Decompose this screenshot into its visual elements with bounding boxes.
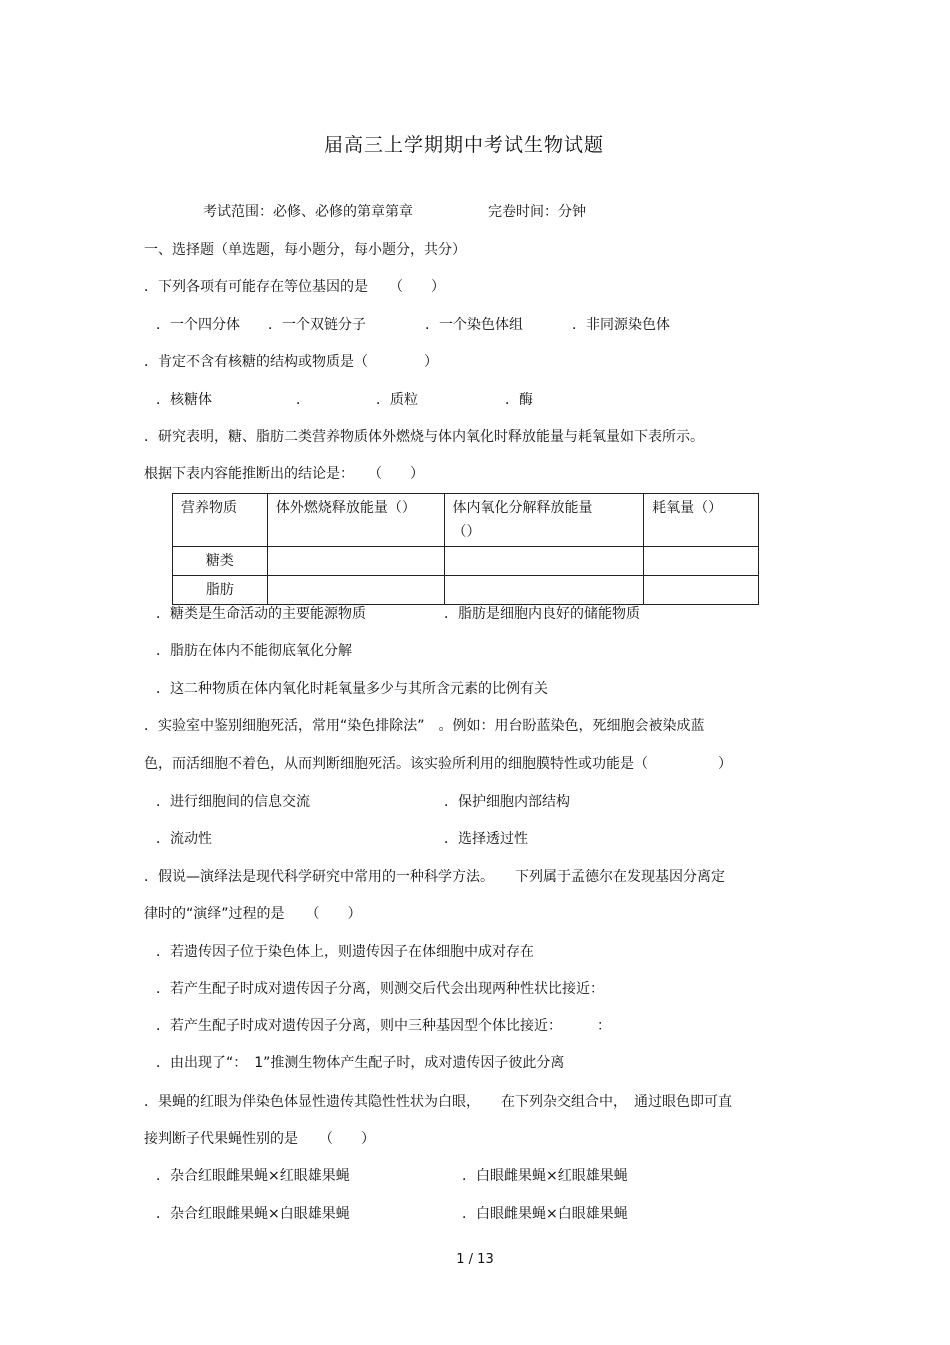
q4-option-b: ．保护细胞内部结构 [444, 794, 570, 810]
q6-option-d: ．白眼雌果蝇×白眼雄果蝇 [462, 1206, 628, 1222]
table-cell [644, 547, 759, 576]
q2-option-a: ．核糖体 [156, 392, 212, 408]
q4-option-c: ．流动性 [156, 831, 212, 847]
section-heading: 一、选择题（单选题，每小题分，每小题分，共分） [144, 242, 466, 258]
row-label-sugar: 糖类 [173, 547, 268, 576]
q1-option-d: ．非同源染色体 [572, 317, 670, 333]
q3-option-b: ．脂肪是细胞内良好的储能物质 [444, 606, 640, 622]
q5-option-c: ．若产生配子时成对遗传因子分离，则中三种基因型个体比接近： ： [156, 1018, 611, 1034]
q4-option-d: ．选择透过性 [444, 831, 528, 847]
question-4-stem-cont: 色，而活细胞不着色，从而判断细胞死活。该实验所利用的细胞膜特性或功能是（ ） [144, 756, 732, 772]
q3-option-c: ．脂肪在体内不能彻底氧化分解 [156, 643, 352, 659]
q1-option-b: ．一个双链分子 [268, 317, 366, 333]
q2-option-b: ． [296, 392, 310, 408]
question-2-stem: ．肯定不含有核糖的结构或物质是（ ） [144, 354, 438, 370]
table-cell [267, 576, 444, 605]
question-3-stem: ．研究表明，糖、脂肪二类营养物质体外燃烧与体内氧化时释放能量与耗氧量如下表所示。 [144, 429, 704, 445]
question-6-stem: ．果蝇的红眼为伴染色体显性遗传其隐性性状为白眼， 在下列杂交组合中， 通过眼色即可直 [144, 1094, 732, 1110]
nutrient-table [172, 493, 759, 605]
page-title: 届高三上学期期中考试生物试题 [323, 134, 604, 156]
table-cell [644, 576, 759, 605]
question-6-stem-cont: 接判断子代果蝇性别的是 （ ） [144, 1131, 375, 1147]
q6-option-c: ．杂合红眼雌果蝇×白眼雄果蝇 [156, 1206, 350, 1222]
header-combustion-energy: 体外燃烧释放能量（） [267, 494, 444, 547]
header-nutrient: 营养物质 [173, 494, 268, 547]
question-5-stem: ．假说—演绎法是现代科学研究中常用的一种科学方法。 下列属于孟德尔在发现基因分离定 [144, 869, 725, 885]
table-cell [267, 547, 444, 576]
page-number: 1 / 13 [456, 1252, 494, 1267]
row-label-fat: 脂肪 [173, 576, 268, 605]
q6-option-a: ．杂合红眼雌果蝇×红眼雄果蝇 [156, 1168, 350, 1184]
header-oxidation-energy: 体内氧化分解释放能量 （） [444, 494, 644, 547]
q5-option-a: ．若遗传因子位于染色体上，则遗传因子在体细胞中成对存在 [156, 944, 534, 960]
question-3-stem-cont: 根据下表内容能推断出的结论是： （ ） [144, 466, 424, 482]
q2-option-c: ．质粒 [376, 392, 418, 408]
header-oxygen-consumption: 耗氧量（） [644, 494, 759, 547]
table-row [173, 547, 759, 576]
q6-option-b: ．白眼雌果蝇×红眼雄果蝇 [462, 1168, 628, 1184]
q3-option-a: ．糖类是生命活动的主要能源物质 [156, 606, 366, 622]
question-4-stem: ．实验室中鉴别细胞死活，常用“染色排除法” 。例如：用台盼蓝染色，死细胞会被染成蓝 [144, 718, 705, 734]
q3-option-d: ．这二种物质在体内氧化时耗氧量多少与其所含元素的比例有关 [156, 681, 548, 697]
q1-option-c: ．一个染色体组 [425, 317, 523, 333]
exam-scope: 考试范围：必修、必修的第章第章 [203, 204, 413, 220]
table-row [173, 576, 759, 605]
q4-option-a: ．进行细胞间的信息交流 [156, 794, 310, 810]
q1-option-a: ．一个四分体 [156, 317, 240, 333]
q5-option-d: ．由出现了“： 1”推测生物体产生配子时，成对遗传因子彼此分离 [156, 1055, 565, 1071]
table-cell [444, 547, 644, 576]
q2-option-d: ．酶 [505, 392, 533, 408]
q5-option-b: ．若产生配子时成对遗传因子分离，则测交后代会出现两种性状比接近： [156, 981, 604, 997]
question-5-stem-cont: 律时的“演绎”过程的是 （ ） [144, 906, 362, 922]
exam-time: 完卷时间：分钟 [488, 204, 586, 220]
table-header-row [173, 494, 759, 547]
table-cell [444, 576, 644, 605]
question-1-stem: ．下列各项有可能存在等位基因的是 （ ） [144, 279, 445, 295]
